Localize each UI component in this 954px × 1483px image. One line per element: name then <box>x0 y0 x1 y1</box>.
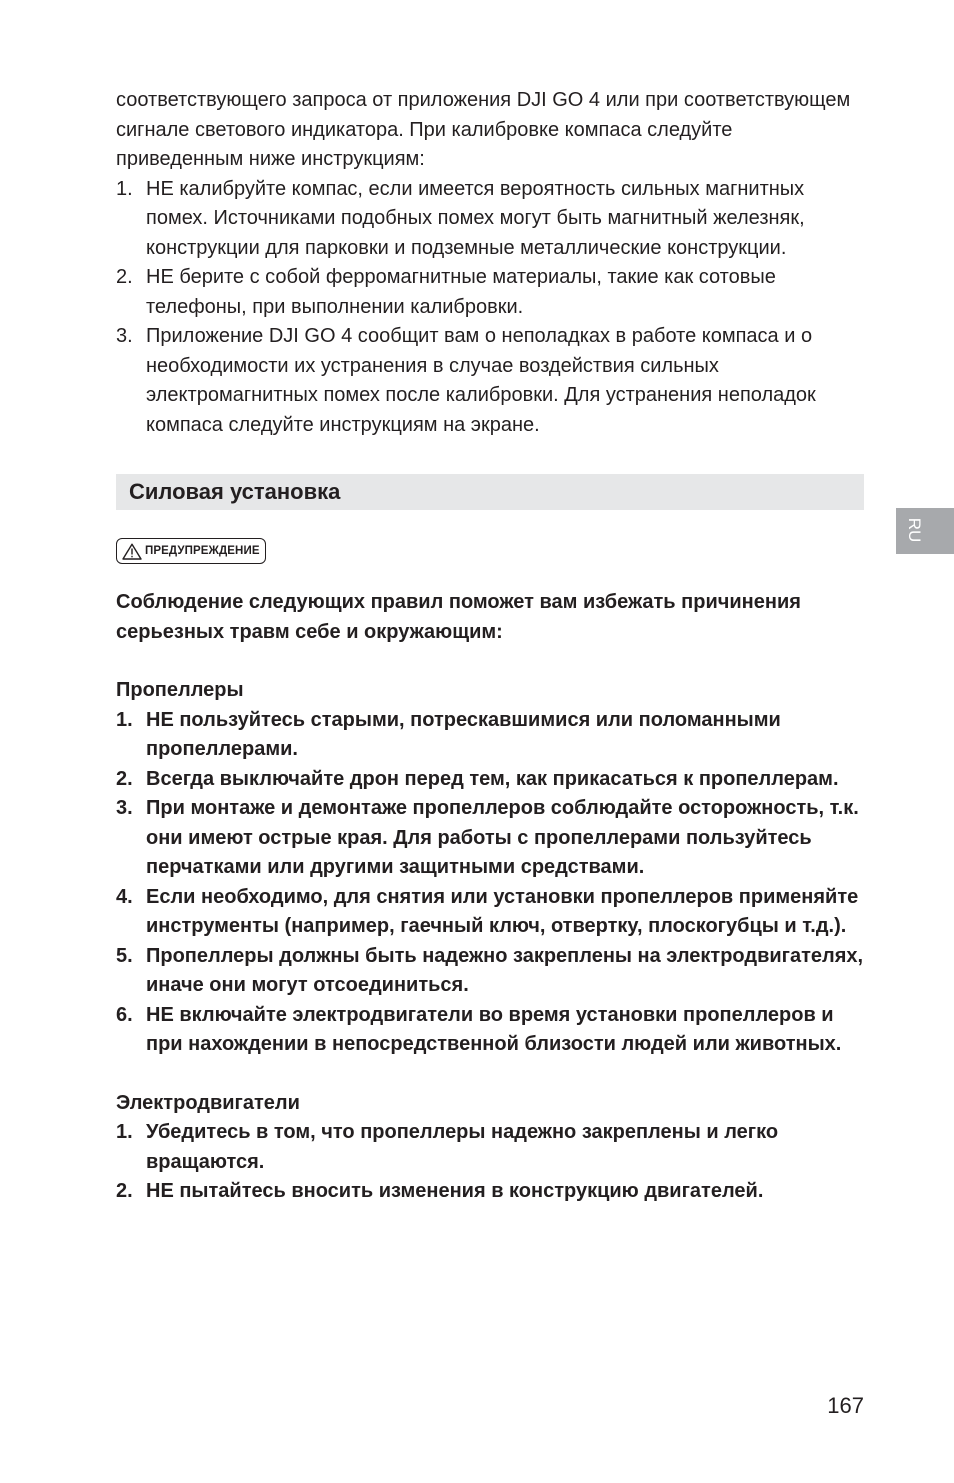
list-item-number: 1. <box>116 1121 133 1143</box>
list-item-text: Пропеллеры должны быть надежно закреплены на электродвигателях, иначе они могут отсоединиться. <box>146 944 864 996</box>
language-tab-label: RU <box>905 517 924 543</box>
page-number: 167 <box>827 1393 864 1418</box>
list-item <box>116 322 864 440</box>
propellers-list <box>116 706 864 1060</box>
list-item <box>116 1001 864 1060</box>
list-item-text: НЕ пользуйтесь старыми, потрескавшимися или поломанными пропеллерами. <box>146 708 781 760</box>
list-item <box>116 942 864 1001</box>
list-item-text: Приложение DJI GO 4 сообщит вам о неполадках в работе компаса и о необходимости их устранения в случае воздействия сильных электромагнитных помех после калибровки. Для устранения неполадок компаса следуйте инструкциям на экране. <box>146 325 816 436</box>
warning-badge <box>116 538 266 564</box>
list-item-text: НЕ берите с собой ферромагнитные материалы, такие как сотовые телефоны, при выполнении калибровки. <box>146 266 776 318</box>
list-item <box>116 1177 864 1207</box>
list-item <box>116 263 864 322</box>
list-item-text: Убедитесь в том, что пропеллеры надежно закреплены и легко вращаются. <box>146 1121 779 1173</box>
warning-row <box>116 538 864 566</box>
list-item-text: При монтаже и демонтаже пропеллеров соблюдайте осторожность, т.к. они имеют острые края. Для работы с пропеллерами пользуйтесь перчатками или другими защитными средствами. <box>146 797 859 878</box>
motors-list <box>116 1118 864 1207</box>
list-item-number: 6. <box>116 1003 133 1026</box>
list-item-number: 4. <box>116 885 133 908</box>
list-item <box>116 883 864 942</box>
page-content <box>116 86 864 1207</box>
list-item-text: НЕ калибруйте компас, если имеется вероятность сильных магнитных помех. Источниками подобных помех могут быть магнитный железняк, конструкции для парковки и подземные металлические конструкции. <box>146 177 805 259</box>
list-item-number: 3. <box>116 325 133 347</box>
list-item <box>116 175 864 264</box>
list-item-number: 3. <box>116 797 133 819</box>
list-item <box>116 794 864 883</box>
section-heading: Силовая установка <box>116 474 864 510</box>
intro-paragraph: соответствующего запроса от приложения DJI GO 4 или при соответствующем сигнале светового индикатора. При калибровке компаса следуйте приведенным ниже инструкциям: <box>116 89 851 170</box>
list-item-text: Всегда выключайте дрон перед тем, как прикасаться к пропеллерам. <box>146 767 839 790</box>
warning-lead-text: Соблюдение следующих правил поможет вам избежать причинения серьезных травм себе и окружающим: <box>116 591 801 643</box>
warning-triangle-icon <box>122 543 142 560</box>
warning-label: ПРЕДУПРЕЖДЕНИЕ <box>145 545 260 557</box>
list-item-text: Если необходимо, для снятия или установки пропеллеров применяйте инструменты (например, гаечный ключ, отвертку, плоскогубцы и т.д.). <box>146 885 859 937</box>
propellers-heading: Пропеллеры <box>116 679 244 701</box>
language-tab <box>896 508 954 554</box>
list-item-number: 2. <box>116 1180 133 1202</box>
list-item-number: 1. <box>116 708 133 731</box>
list-item <box>116 765 864 795</box>
list-item <box>116 1118 864 1177</box>
list-item-text: НЕ включайте электродвигатели во время установки пропеллеров и при нахождении в непосредственной близости людей или животных. <box>146 1003 842 1055</box>
motors-heading: Электродвигатели <box>116 1091 300 1114</box>
list-item-number: 2. <box>116 767 133 790</box>
list-item-number: 1. <box>116 177 133 200</box>
list-item-text: НЕ пытайтесь вносить изменения в конструкцию двигателей. <box>146 1180 764 1202</box>
list-item <box>116 706 864 765</box>
list-item-number: 5. <box>116 944 133 967</box>
list-item-number: 2. <box>116 266 133 288</box>
compass-calibration-list <box>116 175 864 441</box>
